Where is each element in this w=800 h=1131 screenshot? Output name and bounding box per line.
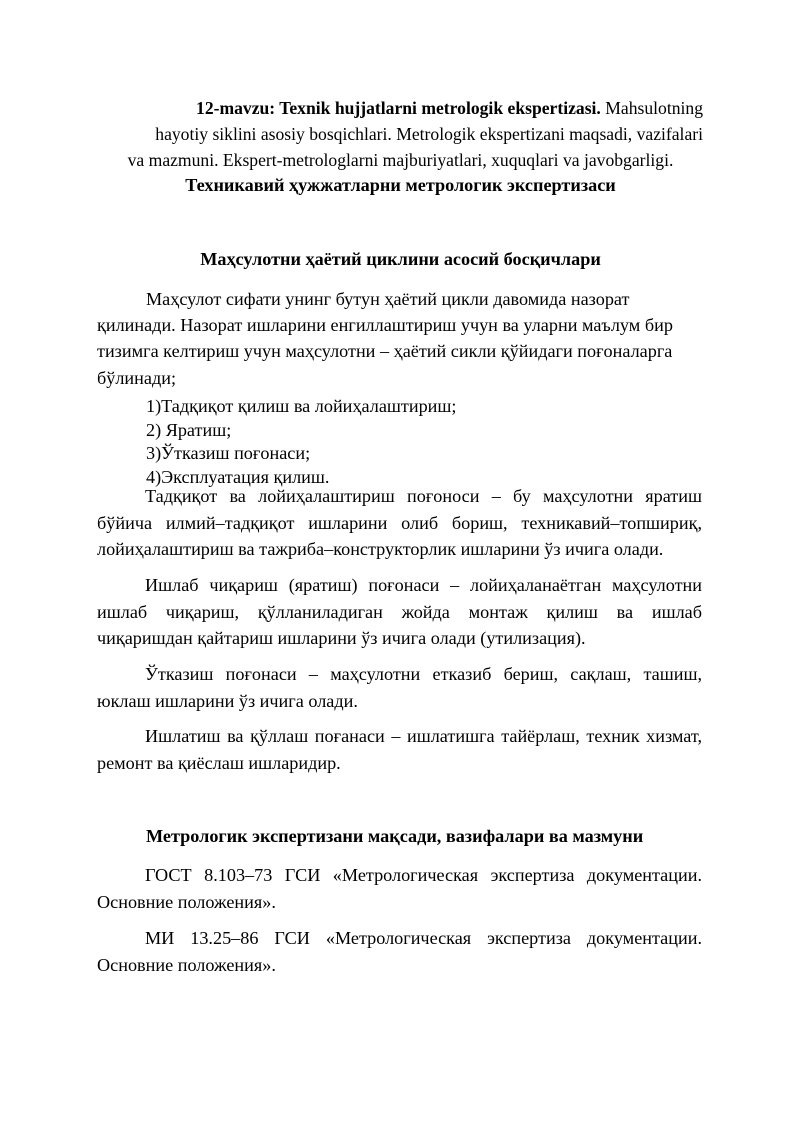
topic-line-1: [98, 95, 703, 121]
topic-line-3: va mazmuni. Ekspert-metrologlarni majburiyatlari, xuquqlari va javobgarligi.: [127, 150, 674, 170]
list-item: 2) Яратиш;: [146, 419, 232, 440]
list-item: 3)Ўтказиш поғонаси;: [146, 443, 311, 463]
intro-line: Маҳсулот сифати унинг бутун ҳаётий цикли давомида назорат: [146, 289, 630, 309]
stages-list: [146, 395, 706, 489]
list-item: 4)Эксплуатация қилиш.: [146, 466, 330, 487]
paragraph-operation-stage: Ишлатиш ва қўллаш поғанаси – ишлатишга тайёрлаш, техник хизмат, ремонт ва қиёслаш ишларидир.: [97, 726, 702, 773]
list-item: 1)Тадқиқот қилиш ва лойиҳалаштириш;: [146, 396, 457, 416]
section2-heading: Метрологик экспертизани мақсади, вазифалари ва мазмуни: [146, 826, 644, 846]
topic-title-bold: 12-mavzu: Texnik hujjatlarni metrologik ekspertizasi.: [196, 98, 601, 118]
topic-header: [98, 95, 703, 173]
paragraph-mi: МИ 13.25–86 ГСИ «Метрологическая экспертиза документации. Основние положения».: [97, 928, 702, 975]
topic-title-rest: Mahsulotning: [600, 98, 703, 118]
section1-heading: Маҳсулотни ҳаётий циклини асосий босқичлари: [200, 249, 601, 269]
intro-line: бўлинади;: [97, 367, 177, 388]
paragraph-research-stage: Тадқиқот ва лойиҳалаштириш поғоноси – бу маҳсулотни яратиш бўйича илмий–тадқиқот ишларини олиб бориш, техникавий–топшириқ, лойиҳалаштириш ва тажриба–конструкторлик ишларини ўз ичига олади.: [97, 486, 702, 559]
intro-line: қилинади. Назорат ишларини енгиллаштириш учун ва уларни маълум бир: [97, 315, 673, 336]
paragraph-gost: ГОСТ 8.103–73 ГСИ «Метрологическая экспертиза документации. Основние положения».: [97, 865, 702, 912]
paragraph-transfer-stage: Ўтказиш поғонаси – маҳсулотни етказиб бериш, сақлаш, ташиш, юклаш ишларини ўз ичига олади.: [97, 664, 702, 711]
topic-line-2: hayotiy siklini asosiy bosqichlari. Metrologik ekspertizani maqsadi, vazifalari: [155, 124, 703, 144]
section1-intro: [97, 286, 717, 391]
main-title: Техникавий ҳужжатларни метрологик экспертизаси: [185, 175, 616, 195]
intro-line: тизимга келтириш учун маҳсулотни – ҳаётий сикли қўйидаги поғоналарга: [97, 341, 673, 362]
paragraph-production-stage: Ишлаб чиқариш (яратиш) поғонаси – лойиҳаланаётган маҳсулотни ишлаб чиқариш, қўлланиладиган жойда монтаж қилиш ва ишлаб чиқаришдан қайтариш ишларини ўз ичига олади (утилизация).: [97, 575, 702, 648]
